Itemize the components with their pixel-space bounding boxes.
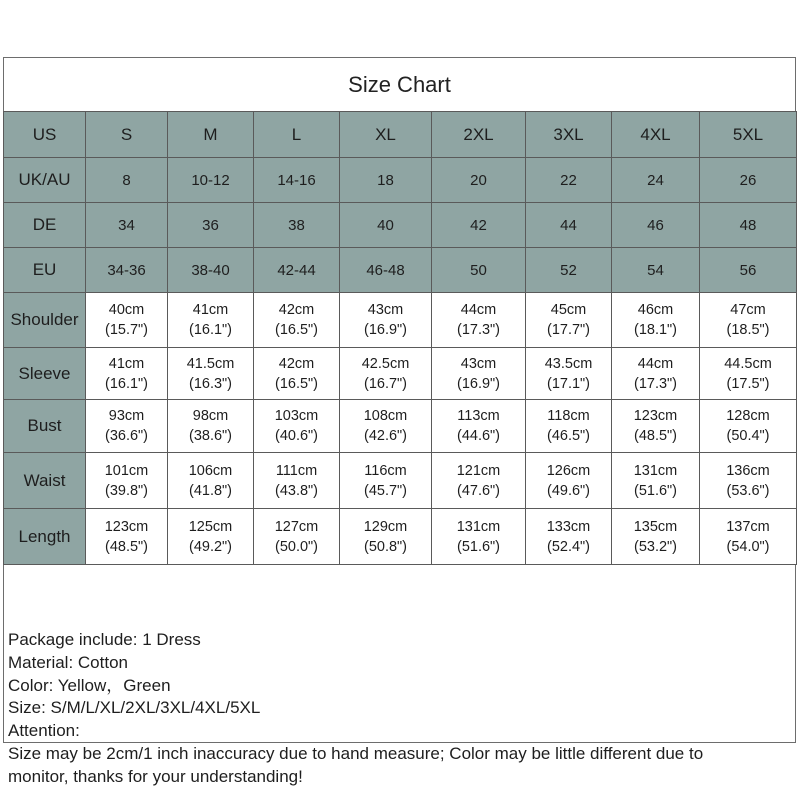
row-header: UK/AU — [4, 158, 86, 203]
row-header: Sleeve — [4, 348, 86, 400]
measurement-cell — [168, 453, 254, 509]
measurement-cm: 44.5cm — [724, 355, 772, 372]
measurement-cell — [432, 400, 526, 453]
measurement-cm: 131cm — [456, 518, 501, 535]
measurement-cell — [254, 400, 340, 453]
measurement-cm: 116cm — [364, 462, 407, 479]
chart-title: Size Chart — [4, 58, 795, 112]
measurement-cm: 101cm — [104, 462, 149, 479]
measurement-cm: 121cm — [456, 462, 501, 479]
us-size-row — [4, 112, 797, 158]
size-header-cell: 5XL — [700, 112, 797, 158]
conversion-cell: 34 — [86, 203, 168, 248]
measurement-cm: 136cm — [726, 462, 770, 479]
measurement-cell — [526, 400, 612, 453]
measurement-inch: (36.6") — [104, 428, 149, 444]
conversion-cell: 42 — [432, 203, 526, 248]
measurement-inch: (42.6") — [363, 428, 408, 444]
measurement-inch: (54.0") — [726, 538, 770, 555]
size-header-cell: 2XL — [432, 112, 526, 158]
measurement-cm: 127cm — [274, 518, 319, 535]
measurement-inch: (16.5") — [274, 322, 319, 338]
measurement-inch: (53.6") — [726, 482, 770, 499]
measurement-cm: 47cm — [730, 302, 766, 318]
measurement-cell — [340, 400, 432, 453]
conversion-cell: 26 — [700, 158, 797, 203]
measurement-inch: (51.6") — [456, 538, 501, 555]
measurement-cm: 41cm — [108, 355, 145, 372]
conversion-cell: 44 — [526, 203, 612, 248]
measurement-cell — [526, 509, 612, 565]
conversion-row — [4, 203, 797, 248]
measurement-cell — [612, 509, 700, 565]
measurement-inch: (50.8") — [363, 538, 408, 555]
measurement-cell — [254, 509, 340, 565]
measurement-cm: 128cm — [726, 408, 770, 424]
measurement-inch: (52.4") — [546, 538, 591, 555]
measurement-inch: (49.6") — [546, 482, 591, 499]
conversion-row — [4, 248, 797, 293]
measurement-cm: 42.5cm — [361, 355, 410, 372]
note-material: Material: Cotton — [8, 652, 128, 672]
conversion-cell: 8 — [86, 158, 168, 203]
measurement-cm: 111cm — [275, 462, 318, 479]
measurement-inch: (51.6") — [633, 482, 678, 499]
measurement-inch: (16.9") — [363, 322, 408, 338]
measurement-cm: 42cm — [278, 302, 315, 318]
measurement-cell — [254, 293, 340, 348]
conversion-cell: 46 — [612, 203, 700, 248]
measurement-cell — [432, 293, 526, 348]
measurement-inch: (50.4") — [726, 428, 770, 444]
measurement-inch: (16.3") — [188, 375, 233, 392]
conversion-cell: 10-12 — [168, 158, 254, 203]
measurement-cell — [700, 509, 797, 565]
measurement-cell — [612, 293, 700, 348]
measurement-cell — [432, 348, 526, 400]
measurement-cell — [168, 293, 254, 348]
measurement-inch: (17.7") — [546, 322, 591, 338]
measurement-inch: (41.8") — [188, 482, 233, 499]
measurement-row — [4, 293, 797, 348]
row-header: Shoulder — [4, 293, 86, 348]
measurement-cm: 46cm — [637, 302, 674, 318]
conversion-cell: 24 — [612, 158, 700, 203]
measurement-cell — [526, 293, 612, 348]
conversion-cell: 18 — [340, 158, 432, 203]
measurement-cell — [86, 348, 168, 400]
measurement-inch: (16.9") — [456, 375, 501, 392]
measurement-cell — [700, 293, 797, 348]
measurement-cell — [86, 453, 168, 509]
measurement-cm: 133cm — [546, 518, 591, 535]
conversion-row — [4, 158, 797, 203]
conversion-cell: 50 — [432, 248, 526, 293]
measurement-inch: (43.8") — [274, 482, 319, 499]
conversion-cell: 14-16 — [254, 158, 340, 203]
note-color: Color: Yellow，Green — [8, 675, 171, 695]
measurement-inch: (53.2") — [633, 538, 678, 555]
measurement-cm: 118cm — [547, 408, 590, 424]
size-header-cell: 3XL — [526, 112, 612, 158]
measurement-cell — [612, 453, 700, 509]
conversion-cell: 48 — [700, 203, 797, 248]
measurement-cm: 126cm — [546, 462, 591, 479]
measurement-cm: 137cm — [726, 518, 770, 535]
conversion-cell: 40 — [340, 203, 432, 248]
row-header-us: US — [4, 112, 86, 158]
measurement-cm: 42cm — [278, 355, 315, 372]
size-header-cell: M — [168, 112, 254, 158]
measurement-inch: (40.6") — [274, 428, 319, 444]
row-header: Length — [4, 509, 86, 565]
measurement-cm: 98cm — [192, 408, 229, 424]
product-notes — [8, 629, 793, 789]
measurement-inch: (17.1") — [546, 375, 591, 392]
size-table — [3, 111, 797, 565]
measurement-cm: 108cm — [363, 408, 408, 424]
measurement-row — [4, 453, 797, 509]
size-table-body — [4, 112, 797, 565]
measurement-inch: (48.5") — [633, 428, 678, 444]
conversion-cell: 38 — [254, 203, 340, 248]
measurement-cell — [254, 348, 340, 400]
measurement-cm: 123cm — [104, 518, 149, 535]
measurement-inch: (44.6") — [456, 428, 501, 444]
conversion-cell: 36 — [168, 203, 254, 248]
measurement-cell — [168, 348, 254, 400]
measurement-cell — [86, 293, 168, 348]
measurement-cm: 93cm — [108, 408, 145, 424]
conversion-cell: 34-36 — [86, 248, 168, 293]
measurement-cell — [254, 453, 340, 509]
measurement-cell — [168, 400, 254, 453]
row-header: DE — [4, 203, 86, 248]
measurement-inch: (46.5") — [546, 428, 591, 444]
measurement-cell — [86, 400, 168, 453]
measurement-cm: 41cm — [192, 302, 229, 318]
measurement-inch: (39.8") — [104, 482, 149, 499]
conversion-cell: 56 — [700, 248, 797, 293]
measurement-cm: 43.5cm — [544, 355, 593, 372]
measurement-cell — [612, 400, 700, 453]
measurement-cell — [612, 348, 700, 400]
measurement-cell — [86, 509, 168, 565]
measurement-cell — [700, 400, 797, 453]
measurement-inch: (48.5") — [104, 538, 149, 555]
size-header-cell: S — [86, 112, 168, 158]
measurement-inch: (49.2") — [188, 538, 233, 555]
note-attention-text-2: monitor, thanks for your understanding! — [8, 766, 303, 786]
measurement-inch: (16.5") — [274, 375, 319, 392]
measurement-row — [4, 400, 797, 453]
measurement-cell — [340, 509, 432, 565]
conversion-cell: 54 — [612, 248, 700, 293]
conversion-cell: 22 — [526, 158, 612, 203]
measurement-row — [4, 509, 797, 565]
measurement-cm: 40cm — [108, 302, 145, 318]
note-sizes: Size: S/M/L/XL/2XL/3XL/4XL/5XL — [8, 698, 261, 718]
measurement-inch: (16.7") — [363, 375, 408, 392]
size-header-cell: 4XL — [612, 112, 700, 158]
measurement-cell — [526, 453, 612, 509]
measurement-cm: 106cm — [188, 462, 233, 479]
conversion-cell: 20 — [432, 158, 526, 203]
note-attention-text-1: Size may be 2cm/1 inch inaccuracy due to hand measure; Color may be little different due to — [8, 743, 704, 763]
measurement-inch: (45.7") — [363, 482, 408, 499]
measurement-cm: 129cm — [363, 518, 408, 535]
measurement-cm: 125cm — [188, 518, 233, 535]
measurement-cell — [432, 509, 526, 565]
row-header: EU — [4, 248, 86, 293]
size-chart-frame — [3, 57, 796, 786]
measurement-cm: 123cm — [633, 408, 678, 424]
measurement-cell — [700, 348, 797, 400]
measurement-inch: (16.1") — [104, 375, 149, 392]
measurement-cell — [526, 348, 612, 400]
measurement-cm: 43cm — [367, 302, 404, 318]
measurement-inch: (50.0") — [274, 538, 319, 555]
measurement-inch: (18.1") — [633, 322, 678, 338]
conversion-cell: 46-48 — [340, 248, 432, 293]
row-header: Waist — [4, 453, 86, 509]
note-attention-heading: Attention: — [8, 721, 80, 741]
note-package: Package include: 1 Dress — [8, 630, 201, 649]
size-header-cell: XL — [340, 112, 432, 158]
size-header-cell: L — [254, 112, 340, 158]
measurement-cell — [432, 453, 526, 509]
conversion-cell: 52 — [526, 248, 612, 293]
measurement-cm: 44cm — [460, 302, 497, 318]
measurement-cm: 41.5cm — [186, 355, 235, 372]
measurement-inch: (15.7") — [104, 322, 149, 338]
measurement-cm: 103cm — [274, 408, 319, 424]
measurement-cell — [340, 293, 432, 348]
measurement-cm: 43cm — [460, 355, 497, 372]
measurement-cell — [700, 453, 797, 509]
measurement-inch: (38.6") — [188, 428, 233, 444]
conversion-cell: 38-40 — [168, 248, 254, 293]
measurement-inch: (47.6") — [456, 482, 501, 499]
measurement-cell — [168, 509, 254, 565]
measurement-cm: 45cm — [550, 302, 587, 318]
row-header: Bust — [4, 400, 86, 453]
measurement-inch: (18.5") — [726, 322, 770, 338]
measurement-cm: 131cm — [633, 462, 678, 479]
measurement-inch: (17.5") — [726, 375, 770, 392]
measurement-cm: 135cm — [633, 518, 678, 535]
measurement-cm: 113cm — [457, 408, 500, 424]
measurement-inch: (17.3") — [456, 322, 501, 338]
measurement-inch: (16.1") — [188, 322, 233, 338]
measurement-cm: 44cm — [637, 355, 674, 372]
measurement-cell — [340, 348, 432, 400]
measurement-inch: (17.3") — [633, 375, 678, 392]
measurement-row — [4, 348, 797, 400]
measurement-cell — [340, 453, 432, 509]
conversion-cell: 42-44 — [254, 248, 340, 293]
